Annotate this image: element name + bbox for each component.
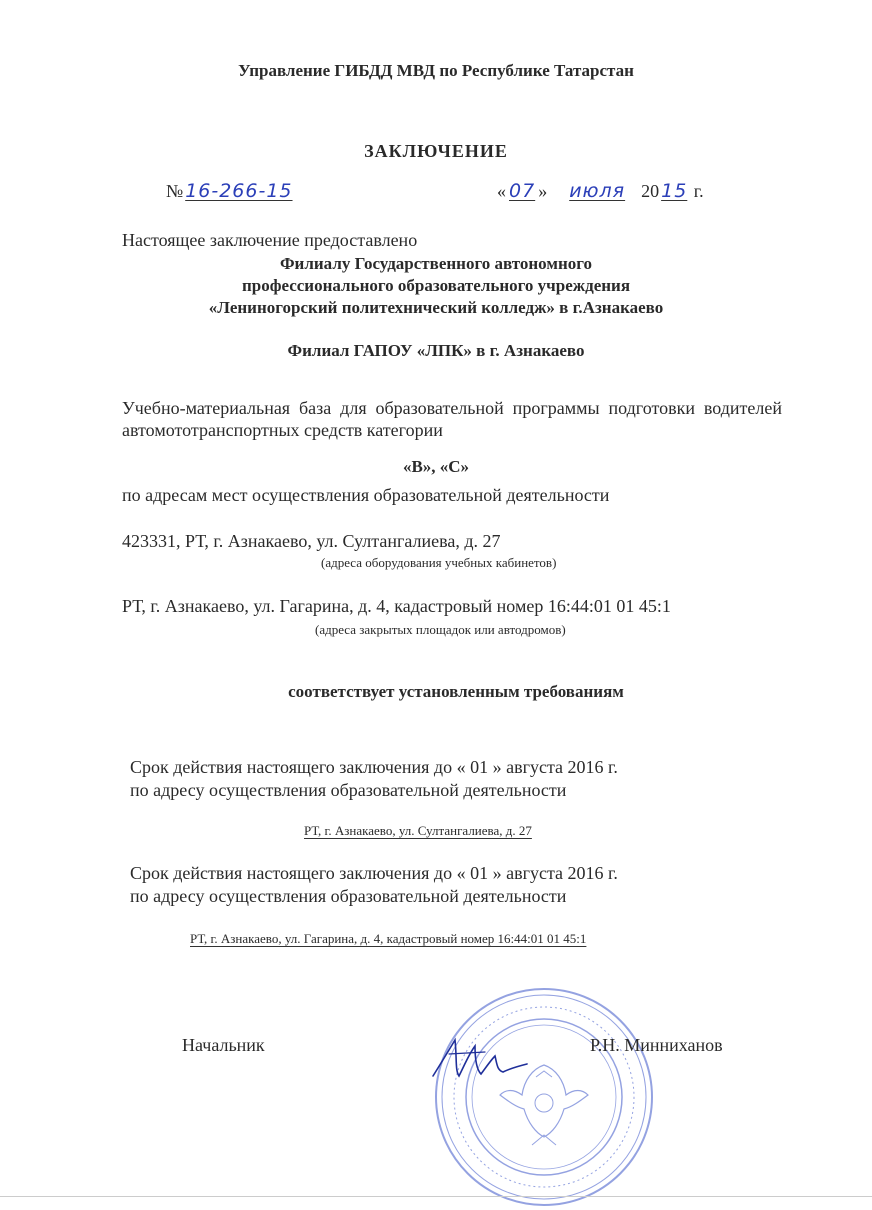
- issuing-authority: Управление ГИБДД МВД по Республике Татарстан: [238, 61, 634, 80]
- recipient-short-name: Филиал ГАПОУ «ЛПК» в г. Азнакаево: [287, 341, 585, 360]
- validity-2-line-2: по адресу осуществления образовательной деятельности: [130, 886, 567, 906]
- signatory-position: Начальник: [182, 1035, 265, 1055]
- signatory-name: Р.Н. Минниханов: [590, 1035, 723, 1055]
- date-day: 07: [509, 180, 536, 202]
- classroom-address-caption: (адреса оборудования учебных кабинетов): [321, 555, 557, 570]
- body-paragraph: Учебно-материальная база для образовательной программы подготовки водителей автомототранспортных средств категории: [122, 398, 782, 440]
- validity-1-line-1: Срок действия настоящего заключения до « 01 » августа 2016 г.: [130, 757, 618, 777]
- document-date: « 07 » июля 20 15 г.: [497, 180, 704, 202]
- page-edge-line: [0, 1196, 872, 1197]
- recipient-line-2: профессионального образовательного учреждения: [241, 276, 631, 295]
- driving-ground-address-caption: (адреса закрытых площадок или автодромов): [315, 622, 566, 637]
- driving-ground-address: РТ, г. Азнакаево, ул. Гагарина, д. 4, кадастровый номер 16:44:01 01 45:1: [122, 596, 671, 616]
- validity-2-address: РТ, г. Азнакаево, ул. Гагарина, д. 4, кадастровый номер 16:44:01 01 45:1: [190, 931, 587, 946]
- document-title: ЗАКЛЮЧЕНИЕ: [364, 141, 508, 161]
- date-year-prefix: 20: [641, 181, 660, 201]
- conclusion-statement: соответствует установленным требованиям: [288, 682, 624, 701]
- date-month: июля: [569, 180, 626, 202]
- date-year-suffix: 15: [661, 180, 688, 202]
- license-categories: «В», «С»: [402, 457, 470, 476]
- validity-1-address: РТ, г. Азнакаево, ул. Султангалиева, д. 27: [304, 823, 532, 838]
- document-number: [166, 180, 307, 202]
- handwritten-signature-icon: [425, 1030, 535, 1085]
- validity-1-line-2: по адресу осуществления образовательной деятельности: [130, 780, 567, 800]
- number-value: 16-266-15: [185, 180, 293, 202]
- recipient-line-1: Филиалу Государственного автономного: [279, 254, 593, 273]
- recipient-line-3: «Лениногорский политехнический колледж» в г.Азнакаево: [208, 298, 664, 317]
- number-prefix: №: [166, 181, 184, 201]
- intro-text: Настоящее заключение предоставлено: [122, 230, 418, 250]
- validity-2-line-1: Срок действия настоящего заключения до « 01 » августа 2016 г.: [130, 863, 618, 883]
- by-addresses-text: по адресам мест осуществления образовательной деятельности: [122, 485, 610, 505]
- classroom-address: 423331, РТ, г. Азнакаево, ул. Султангалиева, д. 27: [122, 531, 501, 551]
- official-seal-icon: [432, 985, 657, 1210]
